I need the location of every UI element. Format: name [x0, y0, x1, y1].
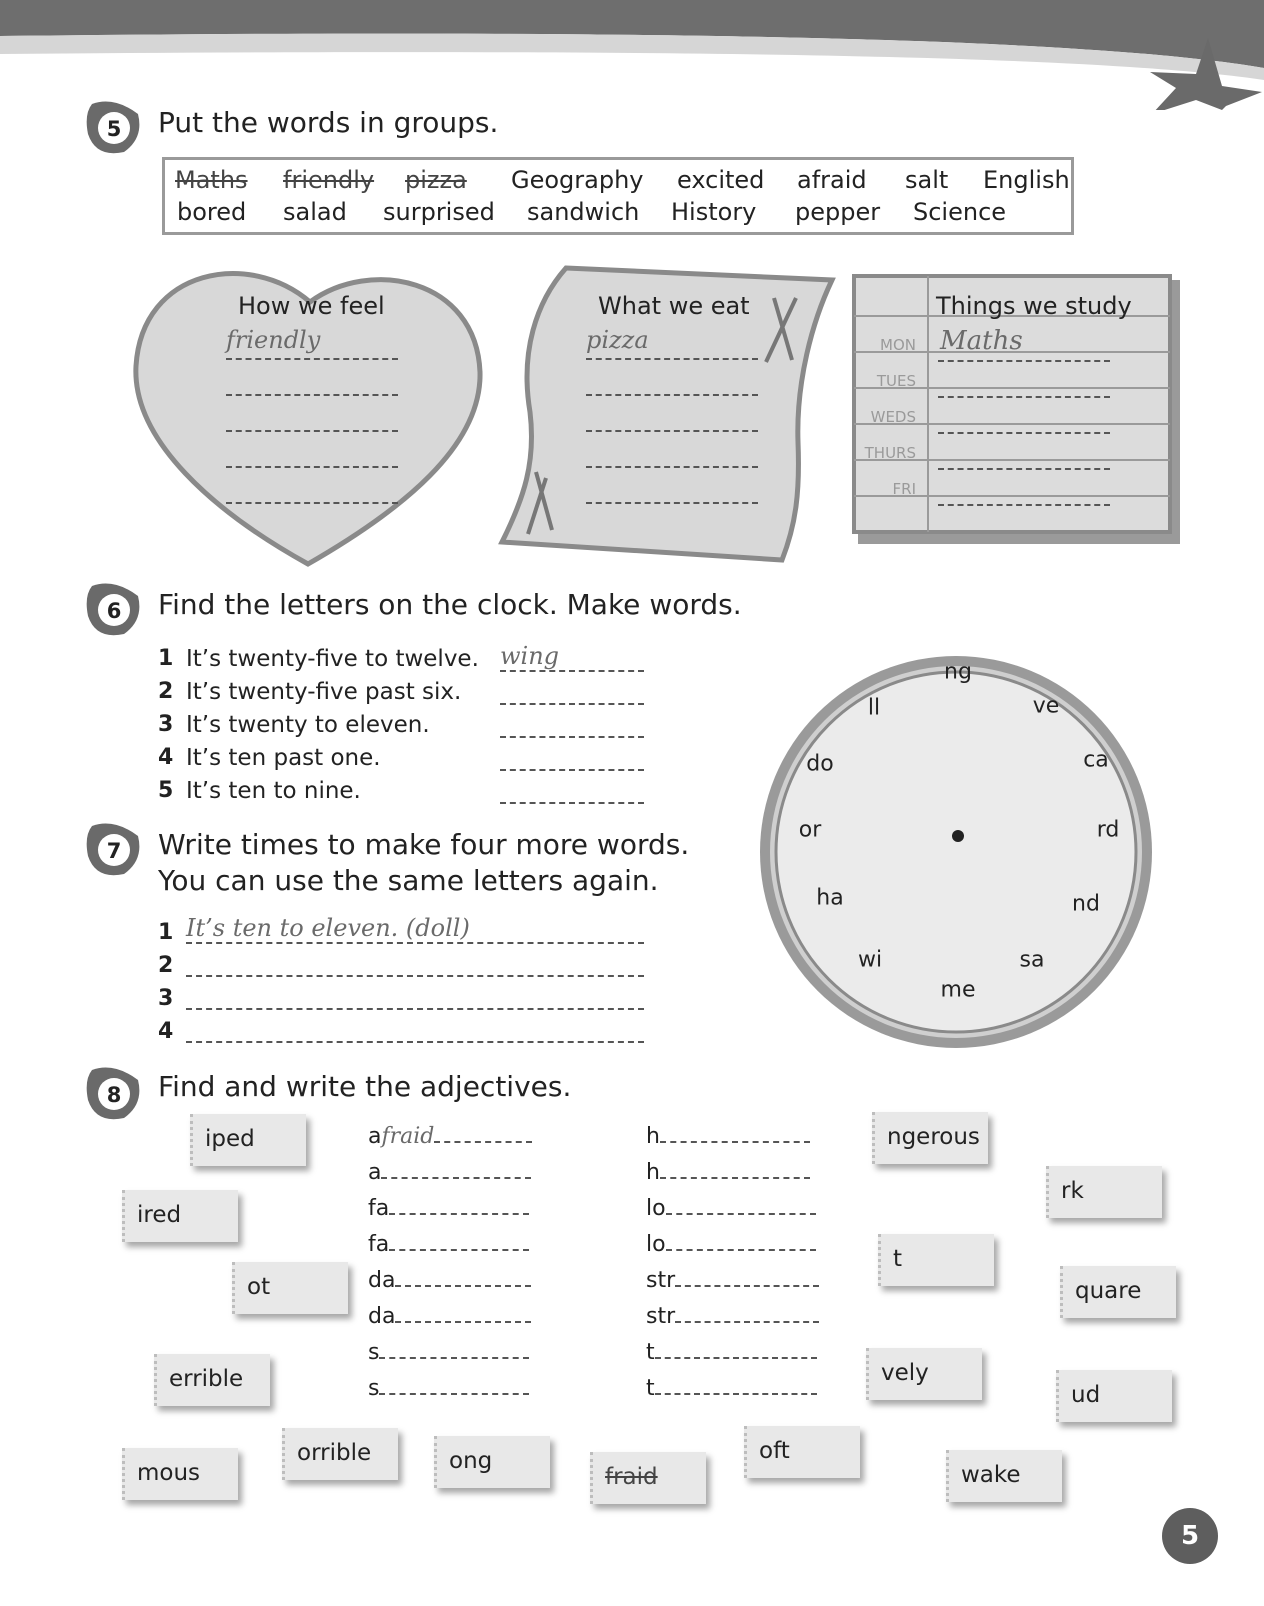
answer-line[interactable]	[226, 466, 398, 468]
word-ending-card[interactable]: ud	[1056, 1370, 1172, 1422]
word-stem[interactable]: lo	[646, 1232, 816, 1257]
word-stem[interactable]: a	[368, 1160, 531, 1185]
answer-line[interactable]	[500, 736, 644, 738]
question-text: It’s ten to nine.	[186, 778, 361, 804]
answer-line[interactable]	[938, 468, 1110, 470]
day-label: THURS	[864, 444, 916, 462]
answer-line[interactable]	[186, 1041, 644, 1043]
word-ending-card[interactable]: vely	[866, 1348, 982, 1400]
question-number: 5	[158, 778, 174, 803]
clock-label: do	[806, 751, 834, 777]
example-answer-feel: friendly	[226, 326, 321, 354]
word-item: History	[671, 198, 757, 226]
question-number: 1	[158, 920, 174, 945]
example-answer-adjective: fraid	[381, 1124, 435, 1149]
word-item: friendly	[283, 166, 375, 194]
clock-label: sa	[1019, 947, 1045, 973]
word-ending-card[interactable]: ired	[122, 1190, 238, 1242]
word-ending-card[interactable]: fraid	[590, 1452, 706, 1504]
group-title-feel: How we feel	[238, 292, 385, 320]
question-number: 2	[158, 679, 174, 704]
word-ending-card[interactable]: ot	[232, 1262, 348, 1314]
question-text: It’s twenty to eleven.	[186, 712, 430, 738]
answer-line[interactable]	[938, 504, 1110, 506]
answer-line[interactable]	[500, 802, 644, 804]
day-label: FRI	[892, 480, 916, 498]
answer-line[interactable]	[186, 975, 644, 977]
question-number: 3	[158, 986, 174, 1011]
word-item: English	[983, 166, 1070, 194]
clock-label: rd	[1096, 817, 1120, 843]
word-item: sandwich	[527, 198, 640, 226]
top-banner	[0, 0, 1264, 110]
exercise-5-number-badge	[84, 98, 142, 156]
answer-line[interactable]	[938, 396, 1110, 398]
word-stem[interactable]: s	[368, 1340, 529, 1365]
answer-line[interactable]	[226, 394, 398, 396]
clock-center-dot	[952, 830, 964, 842]
day-label: WEDS	[870, 408, 916, 426]
question-number: 1	[158, 646, 174, 671]
question-text: It’s twenty-five to twelve.	[186, 646, 479, 672]
word-stem[interactable]: str	[646, 1304, 819, 1329]
clock-label: me	[940, 977, 976, 1003]
answer-line[interactable]	[500, 670, 644, 672]
answer-line[interactable]	[586, 358, 758, 360]
clock-label: nd	[1072, 891, 1100, 917]
word-item: Maths	[175, 166, 248, 194]
question-number: 4	[158, 1019, 174, 1044]
word-ending-card[interactable]: orrible	[282, 1428, 398, 1480]
answer-line[interactable]	[586, 394, 758, 396]
word-ending-card[interactable]: quare	[1060, 1266, 1176, 1318]
word-stem[interactable]: afraid	[368, 1124, 532, 1149]
word-stem[interactable]: lo	[646, 1196, 816, 1221]
word-box	[162, 157, 1074, 235]
answer-line[interactable]	[186, 942, 644, 944]
page-number-badge: 5	[1162, 1508, 1218, 1564]
word-item: afraid	[797, 166, 867, 194]
answer-line[interactable]	[226, 358, 398, 360]
answer-line[interactable]	[500, 703, 644, 705]
clock-label: ll	[867, 695, 881, 721]
clock-label: ha	[816, 885, 844, 911]
word-stem[interactable]: fa	[368, 1196, 529, 1221]
word-stem[interactable]: s	[368, 1376, 529, 1401]
word-stem[interactable]: da	[368, 1304, 531, 1329]
word-item: Geography	[511, 166, 644, 194]
exercise-5-instruction: Put the words in groups.	[158, 106, 499, 139]
answer-line[interactable]	[586, 466, 758, 468]
answer-line[interactable]	[586, 502, 758, 504]
answer-line[interactable]	[586, 430, 758, 432]
answer-line[interactable]	[938, 360, 1110, 362]
word-ending-card[interactable]: ngerous	[872, 1112, 988, 1164]
exercise-6-number-badge	[84, 580, 142, 638]
exercise-7-instruction-line1: Write times to make four more words.	[158, 828, 690, 861]
answer-line[interactable]	[938, 432, 1110, 434]
day-label: TUES	[876, 372, 916, 390]
word-item: pepper	[795, 198, 881, 226]
word-ending-card[interactable]: rk	[1046, 1166, 1162, 1218]
svg-text:6: 6	[106, 599, 122, 623]
word-item: Science	[913, 198, 1007, 226]
word-stem[interactable]: str	[646, 1268, 819, 1293]
question-number: 3	[158, 712, 174, 737]
exercise-8-instruction: Find and write the adjectives.	[158, 1070, 572, 1103]
clock-label: wi	[857, 947, 883, 973]
clock-label: ca	[1083, 747, 1109, 773]
example-answer-eat: pizza	[586, 326, 649, 354]
word-ending-card[interactable]: iped	[190, 1114, 306, 1166]
word-ending-card[interactable]: wake	[946, 1450, 1062, 1502]
word-stem[interactable]: h	[646, 1124, 810, 1149]
example-answer-study: Maths	[940, 326, 1023, 356]
group-title-study: Things we study	[936, 292, 1132, 320]
question-number: 4	[158, 745, 174, 770]
word-ending-card[interactable]: ong	[434, 1436, 550, 1488]
word-item: salad	[283, 198, 347, 226]
clock-label: ve	[1032, 693, 1060, 719]
answer-line[interactable]	[226, 502, 398, 504]
group-title-eat: What we eat	[598, 292, 750, 320]
question-text: It’s twenty-five past six.	[186, 679, 462, 705]
exercise-7-number-badge	[84, 820, 142, 878]
word-stem[interactable]: da	[368, 1268, 531, 1293]
answer-line[interactable]	[186, 1008, 644, 1010]
word-ending-card[interactable]: t	[878, 1234, 994, 1286]
word-stem[interactable]: t	[646, 1376, 817, 1401]
svg-text:8: 8	[106, 1083, 122, 1107]
svg-text:5: 5	[106, 117, 122, 141]
word-item: excited	[677, 166, 765, 194]
word-item: salt	[905, 166, 949, 194]
word-stem[interactable]: h	[646, 1160, 810, 1185]
svg-text:7: 7	[106, 839, 122, 863]
word-ending-card[interactable]: mous	[122, 1448, 238, 1500]
exercise-6-instruction: Find the letters on the clock. Make words.	[158, 588, 742, 621]
word-item: surprised	[383, 198, 495, 226]
word-ending-card[interactable]: errible	[154, 1354, 270, 1406]
day-label: MON	[880, 336, 916, 354]
question-number: 2	[158, 953, 174, 978]
question-text: It’s ten past one.	[186, 745, 381, 771]
word-ending-card[interactable]: oft	[744, 1426, 860, 1478]
exercise-7-instruction-line2: You can use the same letters again.	[158, 864, 659, 897]
clock-label: ng	[944, 659, 972, 685]
word-item: bored	[177, 198, 247, 226]
answer-line[interactable]	[500, 769, 644, 771]
word-stem[interactable]: t	[646, 1340, 817, 1365]
exercise-8-number-badge	[84, 1064, 142, 1122]
example-answer-times: It’s ten to eleven. (doll)	[186, 914, 470, 942]
word-item: pizza	[405, 166, 467, 194]
example-answer-clock: wing	[500, 642, 560, 670]
clock-label: or	[798, 817, 822, 843]
word-stem[interactable]: fa	[368, 1232, 529, 1257]
answer-line[interactable]	[226, 430, 398, 432]
